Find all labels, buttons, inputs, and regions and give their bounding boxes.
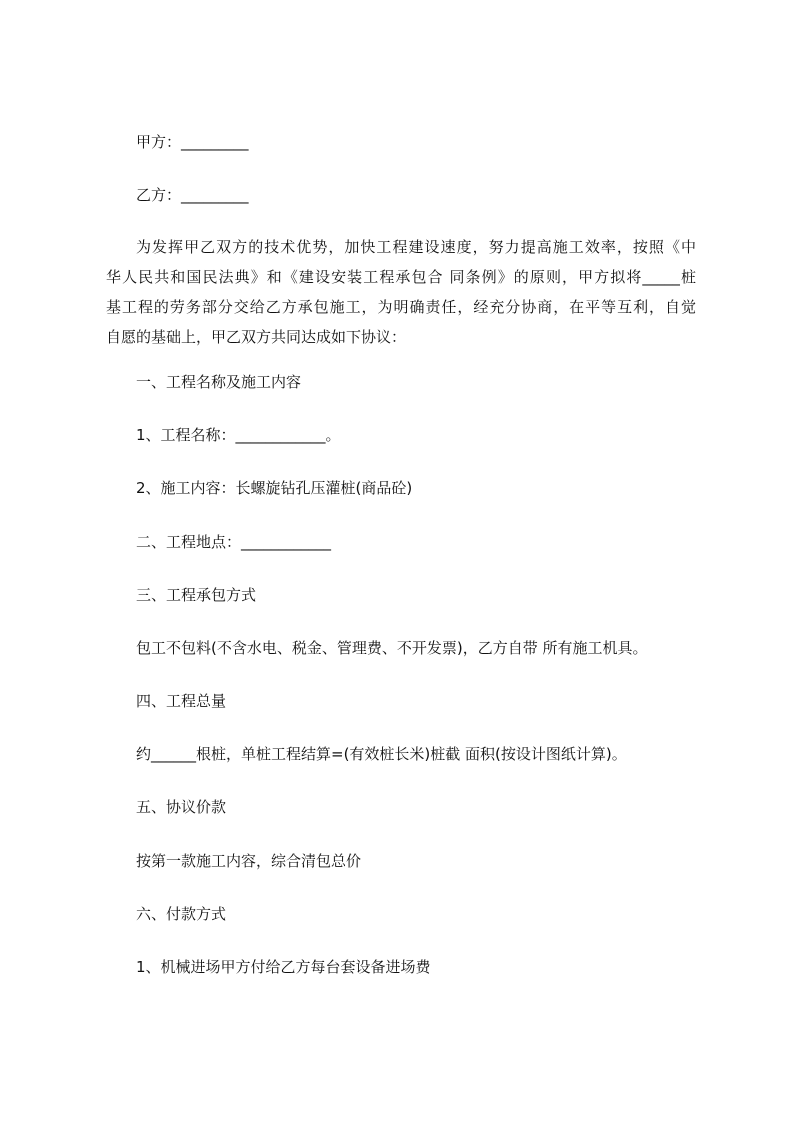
intro-line-3: 基工程的劳务部分交给乙方承包施工，为明确责任，经充分协商，在平等互利，自觉 bbox=[106, 298, 696, 316]
party-b-line: 乙方：_________ bbox=[136, 186, 249, 204]
section-4-title: 四、工程总量 bbox=[136, 692, 227, 710]
item-1-2: 2、施工内容：长螺旋钻孔压灌桩(商品砼) bbox=[136, 479, 413, 497]
section-1-title: 一、工程名称及施工内容 bbox=[136, 373, 302, 391]
section-5-title: 五、协议价款 bbox=[136, 798, 227, 816]
section-3-text: 包工不包料(不含水电、税金、管理费、不开发票)，乙方自带 所有施工机具。 bbox=[136, 639, 648, 657]
item-1-1: 1、工程名称：____________。 bbox=[136, 426, 341, 444]
intro-line-4: 自愿的基础上，甲乙双方共同达成如下协议： bbox=[106, 328, 407, 346]
section-5-text: 按第一款施工内容，综合清包总价 bbox=[136, 852, 362, 870]
section-2-title: 二、工程地点：____________ bbox=[136, 533, 332, 551]
intro-line-1: 为发挥甲乙双方的技术优势，加快工程建设速度，努力提高施工效率，按照《中 bbox=[136, 238, 696, 256]
party-a-line: 甲方：_________ bbox=[136, 133, 249, 151]
intro-paragraph bbox=[106, 232, 696, 352]
section-4-text: 约______根桩，单桩工程结算=(有效桩长米)桩截 面积(按设计图纸计算)。 bbox=[136, 745, 627, 763]
section-3-title: 三、工程承包方式 bbox=[136, 586, 257, 604]
intro-line-2: 华人民共和国民法典》和《建设安装工程承包合 同条例》的原则，甲方拟将_____桩 bbox=[106, 268, 696, 286]
section-6-title: 六、付款方式 bbox=[136, 905, 227, 923]
item-6-1: 1、机械进场甲方付给乙方每台套设备进场费 bbox=[136, 958, 431, 976]
